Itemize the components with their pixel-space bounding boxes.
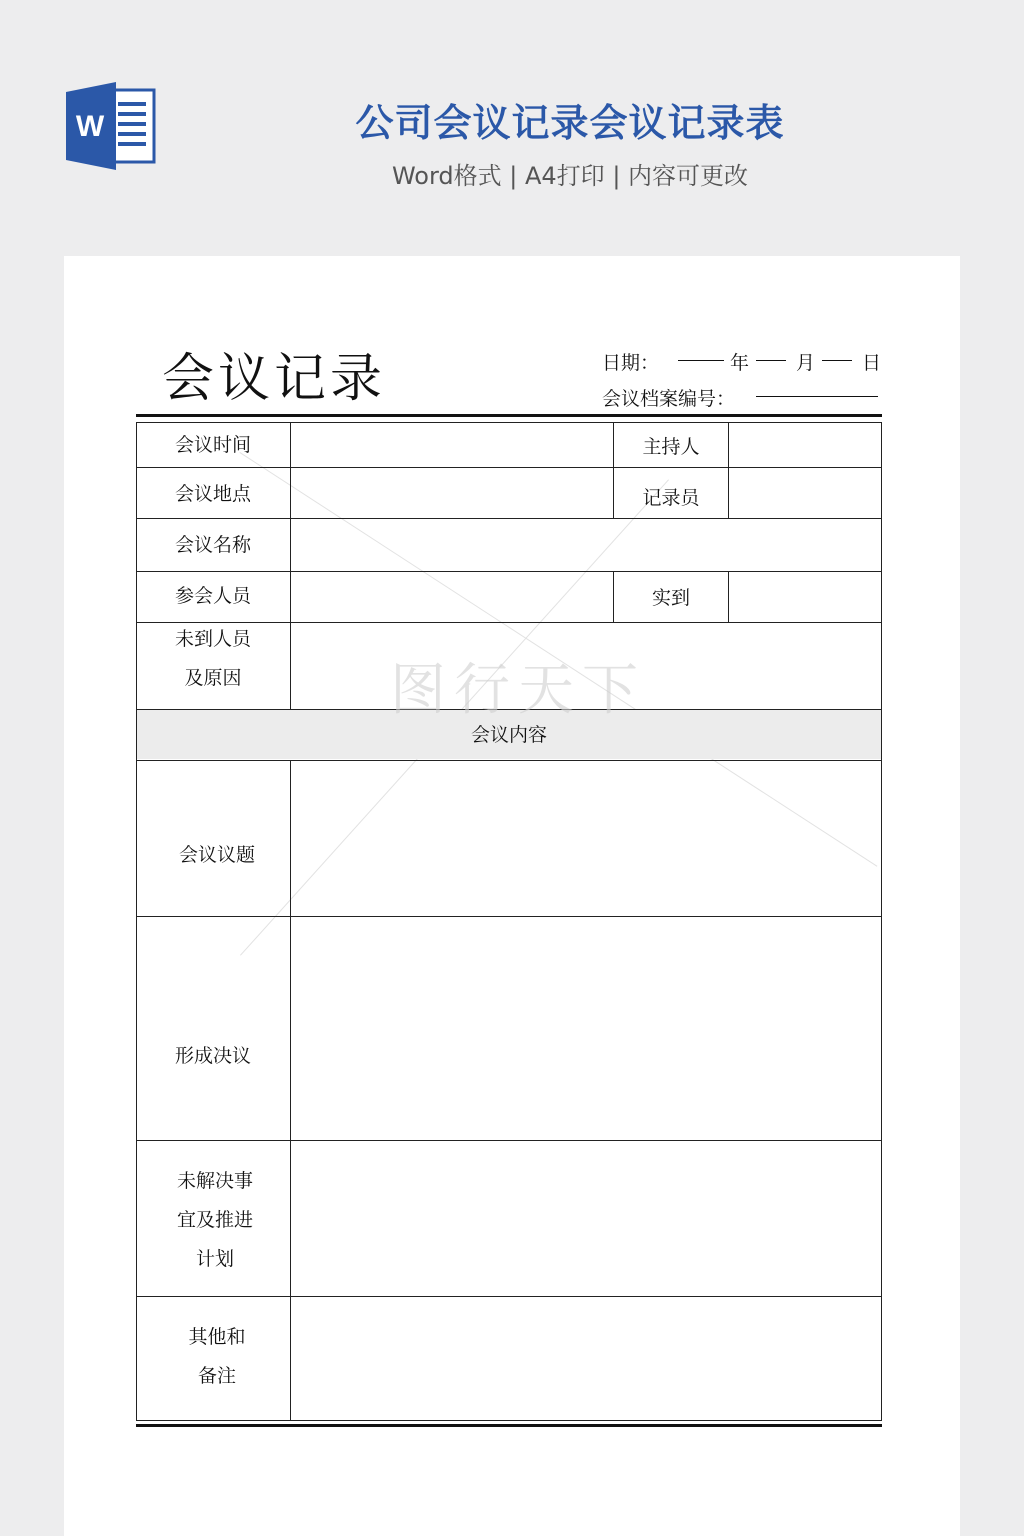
table-bottom-inner-border [136, 1420, 882, 1421]
year-label: 年 [730, 352, 750, 374]
table-right-border [881, 422, 882, 1421]
watermark-text: 图行天下 [390, 658, 646, 723]
meeting-name-label: 会议名称 [174, 534, 251, 556]
absent-label-line2: 及原因 [184, 667, 242, 689]
row-divider [136, 1296, 882, 1297]
row-divider [136, 467, 882, 468]
date-label: 日期： [602, 352, 660, 374]
meeting-place-label: 会议地点 [174, 483, 251, 505]
day-blank-line [822, 360, 852, 361]
year-blank-line [678, 360, 724, 361]
table-top-border [136, 414, 882, 417]
row-divider [136, 1140, 882, 1141]
topics-label: 会议议题 [178, 844, 255, 866]
meeting-time-label: 会议时间 [174, 434, 251, 456]
archive-number-label: 会议档案编号： [602, 388, 736, 410]
promo-subtitle: Word格式 | A4打印 | 内容可更改 [391, 162, 749, 190]
absent-label-line1: 未到人员 [174, 628, 251, 650]
table-bottom-border [136, 1424, 882, 1427]
word-logo-icon [64, 82, 156, 170]
promo-title: 公司会议记录会议记录表 [355, 101, 785, 145]
attendees-label: 参会人员 [174, 585, 251, 607]
label-column-divider [290, 422, 291, 709]
row-divider [136, 916, 882, 917]
month-label: 月 [796, 352, 816, 374]
table-top-inner-border [136, 422, 882, 423]
recorder-label: 记录员 [642, 487, 700, 509]
meeting-record-table [136, 414, 882, 1428]
row-divider [136, 518, 882, 519]
row-divider [136, 760, 882, 761]
month-blank-line [756, 360, 786, 361]
resolutions-label: 形成决议 [174, 1045, 251, 1067]
unresolved-label-line2: 宜及推进 [176, 1209, 253, 1231]
day-label: 日 [862, 352, 882, 374]
present-label: 实到 [651, 587, 690, 609]
section-header-label: 会议内容 [470, 724, 547, 746]
other-label-line1: 其他和 [188, 1326, 246, 1348]
logo-letter: W [75, 110, 105, 143]
table-left-border [136, 422, 137, 1421]
middle-column-divider [728, 422, 729, 518]
other-label-line2: 备注 [197, 1365, 236, 1387]
archive-number-blank-line [756, 396, 878, 397]
unresolved-label-line1: 未解决事 [176, 1170, 253, 1192]
document-title: 会议记录 [162, 349, 387, 409]
host-label: 主持人 [642, 436, 700, 458]
unresolved-label-line3: 计划 [195, 1248, 234, 1270]
middle-column-divider [728, 571, 729, 622]
row-divider [136, 571, 882, 572]
